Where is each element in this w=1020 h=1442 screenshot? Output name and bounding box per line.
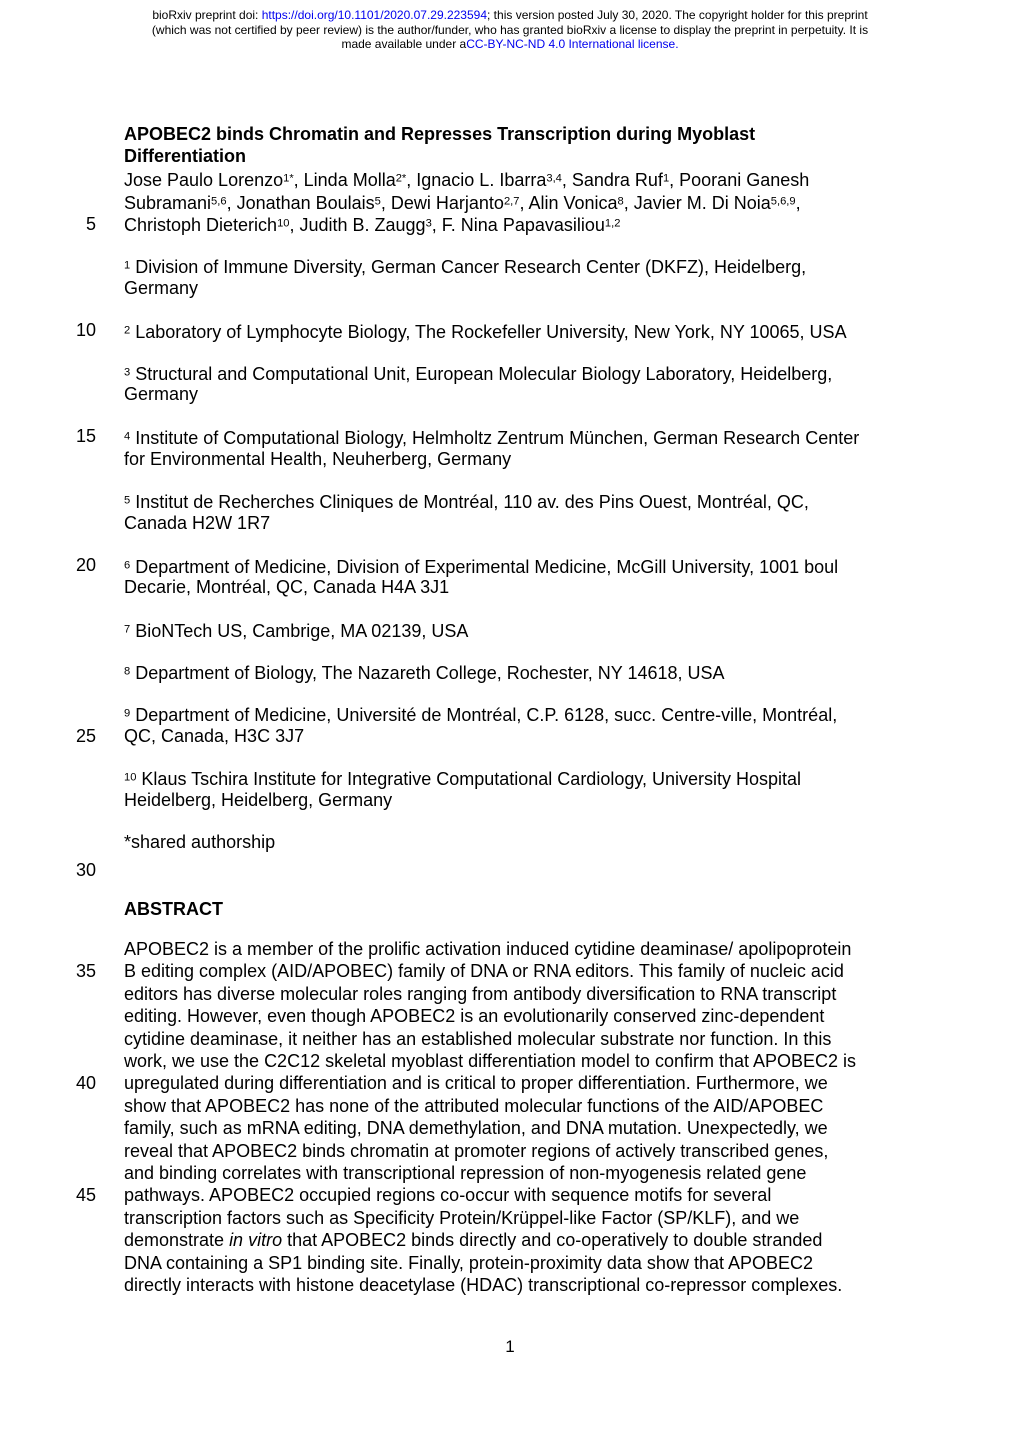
- doc-line: [124, 512, 859, 534]
- superscript: 5,6: [211, 195, 227, 208]
- text-segment: APOBEC2 binds Chromatin and Represses Transcription during Myoblast: [124, 124, 756, 144]
- text-segment: Laboratory of Lymphocyte Biology, The Rockefeller University, New York, NY 10065, USA: [130, 321, 847, 342]
- doc-line: [124, 1140, 859, 1162]
- text-segment: QC, Canada, H3C 3J7: [124, 725, 305, 746]
- text-segment: upregulated during differentiation and is critical to proper differentiation. Furthermore, we: [124, 1073, 828, 1094]
- text-segment: , Dewi Harjanto: [380, 192, 504, 213]
- doc-line: [124, 1095, 859, 1117]
- doc-line: [124, 767, 859, 789]
- doc-line: [124, 1229, 859, 1251]
- text-segment: , Sandra Ruf: [561, 170, 663, 191]
- doc-line: [124, 255, 859, 277]
- text-segment: cytidine deaminase, it neither has an established molecular substrate nor function. In this: [124, 1028, 832, 1049]
- doc-line-text: [124, 832, 275, 852]
- text-segment: Subramani: [124, 192, 212, 213]
- margin-line-number: 25: [75, 725, 96, 746]
- doc-line: [124, 1252, 859, 1274]
- text-segment: family, such as mRNA editing, DNA demethylation, and DNA mutation. Unexpectedly, we: [124, 1118, 828, 1139]
- doc-line-text: [124, 146, 246, 166]
- text-segment: directly interacts with histone deacetylase (HDAC) transcriptional co-repressor complexes.: [124, 1274, 843, 1295]
- margin-line-number: 35: [75, 961, 96, 982]
- doc-line: [75, 859, 859, 881]
- text-segment: editors has diverse molecular roles ranging from antibody diversification to RNA transcript: [124, 983, 837, 1004]
- text-segment: Institute of Computational Biology, Helmholtz Zentrum München, German Research Center: [130, 427, 860, 448]
- text-segment: Structural and Computational Unit, European Molecular Biology Laboratory, Heidelberg,: [130, 363, 833, 384]
- doc-line-text: [124, 384, 198, 404]
- superscript: 8: [124, 665, 131, 678]
- disclaimer-line-1: [0, 8, 1020, 23]
- doc-line: [124, 448, 859, 470]
- text-segment: Division of Immune Diversity, German Cancer Research Center (DKFZ), Heidelberg,: [130, 257, 807, 278]
- superscript: 3: [124, 365, 131, 378]
- doc-line-text: [124, 1275, 842, 1295]
- doc-line-text: [124, 513, 270, 533]
- doc-line-text: [124, 577, 449, 597]
- margin-line-number: 45: [75, 1185, 96, 1206]
- text-segment: , Judith B. Zaugg: [289, 215, 426, 236]
- doc-line-text: [124, 124, 755, 144]
- doc-line: [75, 1072, 859, 1094]
- doc-line: [124, 789, 859, 811]
- doc-line: [75, 554, 859, 577]
- doc-line-text: [124, 1029, 831, 1049]
- doc-line-text: [124, 899, 223, 919]
- doc-line: [124, 660, 859, 682]
- doc-line: [124, 1162, 859, 1184]
- doc-line-text: [124, 984, 836, 1004]
- text-segment: Jose Paulo Lorenzo: [124, 170, 284, 191]
- text-segment: Decarie, Montréal, QC, Canada H4A 3J1: [124, 577, 450, 598]
- text-segment: editing. However, even though APOBEC2 is an evolutionarily conserved zinc-dependent: [124, 1006, 825, 1027]
- doc-line: [124, 361, 859, 383]
- text-segment: Department of Medicine, Université de Montréal, C.P. 6128, succ. Centre-ville, Montréal,: [130, 705, 838, 726]
- text-segment: Germany: [124, 384, 199, 405]
- text-segment: , Jonathan Boulais: [226, 192, 375, 213]
- superscript: 2,7: [503, 195, 520, 208]
- text-segment: work, we use the C2C12 skeletal myoblast differentiation model to confirm that APOBEC2 is: [124, 1051, 857, 1072]
- text-segment: *shared authorship: [124, 832, 276, 853]
- superscript: 1*: [283, 172, 294, 185]
- doc-line-text: [124, 492, 809, 512]
- text-segment: APOBEC2 is a member of the prolific activation induced cytidine deaminase/ apolipoprotein: [124, 939, 852, 960]
- doc-line: [75, 425, 860, 448]
- superscript: 3: [425, 217, 432, 230]
- doc-line: [124, 1028, 859, 1050]
- superscript: 8: [617, 195, 624, 208]
- text-segment: BioNTech US, Cambrige, MA 02139, USA: [130, 621, 469, 642]
- doc-line-text: [124, 1163, 806, 1183]
- text-segment: Canada H2W 1R7: [124, 513, 271, 534]
- superscript: 1,2: [604, 217, 621, 230]
- superscript: 4: [124, 430, 131, 443]
- text-segment: ,: [795, 192, 801, 213]
- doc-line-text: [124, 1208, 799, 1228]
- margin-line-number: 10: [75, 319, 96, 340]
- doc-line-text: [124, 170, 809, 190]
- text-segment: pathways. APOBEC2 occupied regions co-occur with sequence motifs for several: [124, 1185, 772, 1206]
- doc-line-text: [124, 1051, 856, 1071]
- margin-line-number: 20: [75, 555, 96, 576]
- doc-line-text: [124, 428, 859, 448]
- doc-line: [124, 1050, 859, 1072]
- doc-line-text: [124, 1185, 771, 1205]
- doc-line-text: [124, 1141, 828, 1161]
- biorxiv-disclaimer: [0, 8, 1020, 52]
- text-segment: Germany: [124, 277, 199, 298]
- text-segment: Department of Medicine, Division of Experimental Medicine, McGill University, 1001 boul: [130, 556, 839, 577]
- doi-link[interactable]: https://doi.org/10.1101/2020.07.29.223594: [261, 8, 488, 22]
- text-segment: Klaus Tschira Institute for Integrative Computational Cardiology, University Hospital: [136, 769, 802, 790]
- doc-line: [124, 1117, 859, 1139]
- superscript: 2: [124, 323, 131, 336]
- doc-line-text: [124, 1096, 823, 1116]
- doc-line-text: [124, 1073, 828, 1093]
- doc-line: [124, 938, 859, 960]
- text-segment: reveal that APOBEC2 binds chromatin at promoter regions of actively transcribed genes,: [124, 1140, 829, 1161]
- doc-line-text: [124, 621, 468, 641]
- doc-line: [124, 702, 859, 724]
- doc-line: [124, 831, 859, 853]
- text-segment: demonstrate: [124, 1230, 230, 1251]
- margin-line-number: 15: [75, 426, 96, 447]
- superscript: 5,6,9: [770, 195, 796, 208]
- doc-line-text: [124, 790, 392, 810]
- doc-line: [75, 319, 859, 342]
- text-segment: ; this version posted July 30, 2020. The copyright holder for this preprint: [487, 8, 868, 22]
- doc-line: [124, 618, 859, 640]
- doc-line: [124, 383, 859, 405]
- text-segment: bioRxiv preprint doi:: [152, 8, 262, 22]
- superscript: 7: [124, 623, 131, 636]
- doc-line-text: [124, 1253, 813, 1273]
- doc-line-text: [124, 961, 844, 981]
- margin-line-number: 40: [75, 1073, 96, 1094]
- doc-line-text: [124, 726, 304, 746]
- doc-line-text: [124, 705, 837, 725]
- margin-line-number: 30: [75, 860, 96, 881]
- doc-line-text: [124, 1118, 828, 1138]
- text-segment: , Poorani Ganesh: [669, 170, 810, 191]
- text-segment: and binding correlates with transcriptional repression of non-myogenesis related gene: [124, 1162, 807, 1183]
- doc-line: [124, 898, 859, 920]
- superscript: 1: [662, 172, 670, 185]
- text-segment: DNA containing a SP1 binding site. Finally, protein-proximity data show that APOBEC2: [124, 1252, 814, 1273]
- text-segment: , F. Nina Papavasiliou: [431, 215, 605, 236]
- text-segment: Differentiation: [124, 146, 247, 167]
- superscript: 6: [124, 559, 131, 572]
- text-segment: for Environmental Health, Neuherberg, Germany: [124, 448, 512, 469]
- doc-line-text: [124, 322, 847, 342]
- doc-line-text: [124, 663, 725, 683]
- doc-line-text: [124, 449, 511, 469]
- doc-line: [124, 277, 859, 299]
- doc-line-text: [124, 1006, 824, 1026]
- doc-line: [75, 725, 859, 747]
- doc-line: [124, 490, 859, 512]
- doc-line: [124, 1274, 859, 1296]
- doc-line-text: [124, 215, 620, 235]
- text-segment: show that APOBEC2 has none of the attributed molecular functions of the AID/APOBEC: [124, 1095, 824, 1116]
- doc-line-text: [124, 364, 832, 384]
- doc-line-text: [124, 557, 838, 577]
- superscript: 9: [124, 707, 131, 720]
- doc-line: [124, 983, 859, 1005]
- margin-line-number: 5: [85, 213, 96, 234]
- text-segment: , Ignacio L. Ibarra: [406, 170, 547, 191]
- doc-line: [75, 1184, 859, 1206]
- doc-line: [85, 213, 859, 236]
- doc-line-text: [124, 193, 801, 213]
- text-segment: , Alin Vonica: [519, 192, 618, 213]
- text-segment: Christoph Dieterich: [124, 215, 278, 236]
- doc-line: [124, 168, 859, 190]
- doc-line: [124, 145, 859, 167]
- doc-line: [124, 123, 859, 145]
- text-segment: , Javier M. Di Noia: [623, 192, 771, 213]
- text-segment: Heidelberg, Heidelberg, Germany: [124, 790, 393, 811]
- disclaimer-line-2: [0, 23, 1020, 38]
- text-segment: transcription factors such as Specificity Protein/Krüppel-like Factor (SP/KLF), and we: [124, 1207, 800, 1228]
- text-segment: ABSTRACT: [124, 899, 223, 920]
- superscript: 10: [124, 771, 137, 784]
- superscript: 5: [374, 195, 381, 208]
- doc-line: [124, 1207, 859, 1229]
- doc-line-text: [124, 257, 806, 277]
- text-segment: , Linda Molla: [293, 170, 396, 191]
- text-segment: (which was not certified by peer review) is the author/funder, who has granted bioRxiv a license to display the preprint in perpetuity. It is: [151, 22, 869, 37]
- text-segment: made available under a: [341, 37, 467, 52]
- text-segment: Department of Biology, The Nazareth College, Rochester, NY 14618, USA: [130, 663, 725, 684]
- superscript: 1: [124, 259, 131, 272]
- doc-line-text: [124, 278, 198, 298]
- doc-line-text: [124, 939, 851, 959]
- doc-line: [124, 576, 859, 598]
- doc-line-text: [124, 1230, 822, 1250]
- doc-line: [124, 1005, 859, 1027]
- doc-line: [75, 960, 859, 982]
- disclaimer-line-3: [0, 37, 1020, 52]
- superscript: 5: [124, 494, 131, 507]
- text-segment: in vitro: [229, 1230, 283, 1251]
- doc-line-text: [124, 769, 801, 789]
- text-segment: that APOBEC2 binds directly and co-operatively to double stranded: [282, 1230, 823, 1251]
- text-segment: Institut de Recherches Cliniques de Montréal, 110 av. des Pins Ouest, Montréal, QC,: [130, 492, 809, 513]
- text-segment: B editing complex (AID/APOBEC) family of DNA or RNA editors. This family of nucleic acid: [124, 961, 844, 982]
- license-link[interactable]: CC-BY-NC-ND 4.0 International license.: [466, 37, 679, 52]
- superscript: 2*: [395, 172, 407, 185]
- doc-line: [124, 190, 859, 212]
- superscript: 10: [277, 217, 290, 230]
- superscript: 3,4: [546, 172, 562, 185]
- document-body: [75, 123, 860, 1296]
- page-footer: [0, 1336, 1020, 1358]
- page-number: 1: [505, 1337, 515, 1356]
